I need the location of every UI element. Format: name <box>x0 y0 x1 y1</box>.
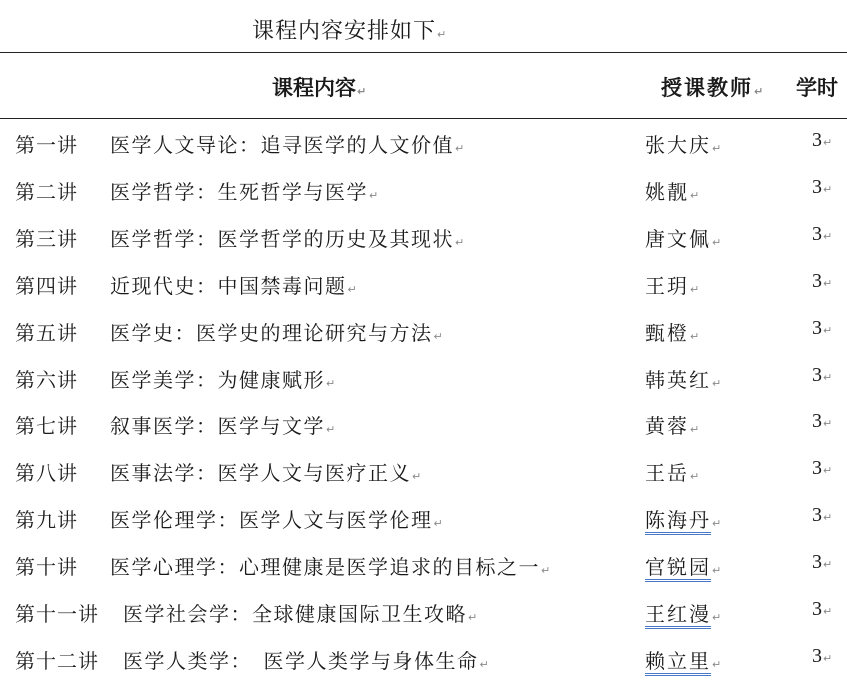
lecture-topic-label: 医学社会学：全球健康国际卫生攻略 <box>123 602 467 626</box>
lecture-teacher <box>645 317 701 346</box>
lecture-topic <box>110 176 380 205</box>
table-row <box>0 270 847 306</box>
lecture-topic <box>110 551 552 580</box>
lecture-number: 第九讲 <box>15 508 78 533</box>
paragraph-mark-icon: ↵ <box>754 85 766 98</box>
lecture-hours-label: 3 <box>812 363 822 386</box>
lecture-number: 第十二讲 <box>15 648 99 673</box>
lecture-hours-label: 3 <box>812 644 822 667</box>
lecture-topic <box>110 270 358 299</box>
paragraph-mark-icon: ↵ <box>712 611 724 624</box>
lecture-topic-label: 医事法学：医学人文与医疗正义 <box>110 461 411 486</box>
lecture-teacher <box>645 410 701 439</box>
lecture-topic <box>110 457 423 486</box>
lecture-teacher-label: 王玥 <box>645 273 689 298</box>
paragraph-mark-icon: ↵ <box>479 657 491 671</box>
lecture-topic <box>110 504 444 533</box>
lecture-topic <box>110 223 466 252</box>
paragraph-mark-icon: ↵ <box>712 142 724 155</box>
header-hours-label: 学时 <box>796 76 838 100</box>
lecture-teacher <box>645 598 723 627</box>
table-row <box>0 645 847 681</box>
lecture-topic <box>110 364 337 393</box>
paragraph-mark-icon: ↵ <box>433 329 445 343</box>
paragraph-mark-icon: ↵ <box>823 370 833 384</box>
lecture-hours-label: 3 <box>812 410 822 433</box>
lecture-teacher <box>645 551 723 580</box>
lecture-hours <box>812 223 832 246</box>
lecture-hours <box>812 598 832 621</box>
paragraph-mark-icon: ↵ <box>455 142 466 155</box>
lecture-teacher <box>645 504 723 533</box>
lecture-hours-label: 3 <box>812 551 822 574</box>
lecture-hours-label: 3 <box>812 222 822 245</box>
lecture-number: 第十讲 <box>15 555 78 580</box>
lecture-teacher <box>645 176 701 205</box>
table-row <box>0 129 847 165</box>
lecture-hours-label: 3 <box>812 175 822 198</box>
header-teacher-label: 授课教师 <box>661 75 753 100</box>
lecture-number: 第五讲 <box>15 320 78 345</box>
lecture-teacher-label: 张大庆 <box>645 133 711 157</box>
paragraph-mark-icon: ↵ <box>712 564 724 578</box>
table-row <box>0 223 847 259</box>
paragraph-mark-icon: ↵ <box>455 235 466 249</box>
paragraph-mark-icon: ↵ <box>690 423 702 437</box>
paragraph-mark-icon: ↵ <box>823 558 833 572</box>
lecture-topic-label: 医学哲学：生死哲学与医学 <box>110 179 368 204</box>
lecture-hours <box>812 645 832 668</box>
lecture-topic-label: 医学心理学：心理健康是医学追求的目标之一 <box>110 555 540 580</box>
lecture-hours <box>812 317 832 340</box>
paragraph-mark-icon: ↵ <box>823 464 833 478</box>
paragraph-mark-icon: ↵ <box>823 136 833 149</box>
paragraph-mark-icon: ↵ <box>823 323 833 337</box>
lecture-hours-label: 3 <box>812 504 822 527</box>
lecture-hours-label: 3 <box>812 129 822 151</box>
lecture-hours-label: 3 <box>812 457 822 480</box>
table-row <box>0 504 847 540</box>
lecture-topic-label: 医学哲学：医学哲学的历史及其现状 <box>110 226 454 251</box>
paragraph-mark-icon: ↵ <box>326 423 337 437</box>
paragraph-mark-icon: ↵ <box>347 282 359 296</box>
lecture-teacher-label: 韩英红 <box>645 367 711 392</box>
paragraph-mark-icon: ↵ <box>823 229 833 243</box>
intro-text <box>252 14 447 45</box>
table-top-rule <box>0 52 847 53</box>
lecture-topic-label: 医学史：医学史的理论研究与方法 <box>110 320 433 345</box>
paragraph-mark-icon: ↵ <box>823 276 833 290</box>
lecture-teacher-label: 赖立里 <box>645 649 711 676</box>
paragraph-mark-icon: ↵ <box>357 85 367 98</box>
table-row <box>0 551 847 587</box>
lecture-number: 第四讲 <box>15 273 78 298</box>
lecture-number: 第三讲 <box>15 226 78 251</box>
table-row <box>0 598 847 634</box>
lecture-topic-label: 医学美学：为健康赋形 <box>110 367 325 392</box>
paragraph-mark-icon: ↵ <box>712 376 724 390</box>
paragraph-mark-icon: ↵ <box>690 188 702 202</box>
lecture-teacher-label: 唐文佩 <box>645 226 711 251</box>
paragraph-mark-icon: ↵ <box>712 235 724 249</box>
lecture-hours <box>812 270 832 293</box>
paragraph-mark-icon: ↵ <box>823 651 833 665</box>
table-row <box>0 317 847 353</box>
paragraph-mark-icon: ↵ <box>823 182 833 196</box>
paragraph-mark-icon: ↵ <box>690 329 702 343</box>
paragraph-mark-icon: ↵ <box>823 511 833 525</box>
lecture-teacher <box>645 645 723 674</box>
paragraph-mark-icon: ↵ <box>437 28 448 41</box>
paragraph-mark-icon: ↵ <box>433 517 445 531</box>
lecture-hours <box>812 176 832 199</box>
table-row <box>0 176 847 212</box>
lecture-number: 第七讲 <box>15 414 78 439</box>
intro-label: 课程内容安排如下 <box>252 19 437 44</box>
header-teacher <box>661 72 765 102</box>
paragraph-mark-icon: ↵ <box>823 605 833 618</box>
lecture-teacher-label: 陈海丹 <box>645 508 711 535</box>
paragraph-mark-icon: ↵ <box>541 564 552 578</box>
lecture-hours <box>812 504 832 527</box>
paragraph-mark-icon: ↵ <box>823 417 833 431</box>
lecture-hours <box>812 551 832 574</box>
lecture-teacher-label: 姚靓 <box>645 179 689 204</box>
lecture-topic-label: 医学人类学： 医学人类学与身体生命 <box>123 648 479 673</box>
lecture-number: 第八讲 <box>15 461 78 486</box>
paragraph-mark-icon: ↵ <box>468 611 479 624</box>
lecture-number: 第六讲 <box>15 367 78 392</box>
lecture-topic-label: 叙事医学：医学与文学 <box>110 414 325 439</box>
header-hours <box>796 72 838 102</box>
lecture-number: 第一讲 <box>15 133 78 157</box>
header-content <box>272 72 366 102</box>
table-header-rule <box>0 118 847 119</box>
lecture-topic <box>110 317 444 346</box>
lecture-number: 第十一讲 <box>15 602 99 626</box>
paragraph-mark-icon: ↵ <box>369 188 380 202</box>
paragraph-mark-icon: ↵ <box>326 376 337 390</box>
lecture-teacher-label: 甄橙 <box>645 320 689 345</box>
lecture-teacher-label: 王岳 <box>645 461 689 486</box>
paragraph-mark-icon: ↵ <box>712 657 724 671</box>
paragraph-mark-icon: ↵ <box>712 517 724 531</box>
lecture-topic <box>123 598 479 627</box>
table-row <box>0 410 847 446</box>
lecture-hours <box>812 129 832 152</box>
table-row <box>0 364 847 400</box>
lecture-topic <box>123 645 490 674</box>
lecture-hours <box>812 410 832 433</box>
lecture-teacher <box>645 457 701 486</box>
paragraph-mark-icon: ↵ <box>690 282 702 296</box>
lecture-teacher-label: 黄蓉 <box>645 414 689 439</box>
lecture-topic-label: 医学伦理学：医学人文与医学伦理 <box>110 508 433 533</box>
lecture-hours-label: 3 <box>812 269 822 292</box>
lecture-hours <box>812 457 832 480</box>
table-row <box>0 457 847 493</box>
lecture-teacher-label: 王红漫 <box>645 602 711 629</box>
lecture-hours <box>812 364 832 387</box>
lecture-topic-label: 医学人文导论：追寻医学的人文价值 <box>110 133 454 157</box>
paragraph-mark-icon: ↵ <box>690 470 702 484</box>
lecture-teacher-label: 官锐园 <box>645 555 711 582</box>
lecture-topic <box>110 410 337 439</box>
lecture-topic-label: 近现代史：中国禁毒问题 <box>110 273 347 298</box>
lecture-number: 第二讲 <box>15 179 78 204</box>
lecture-teacher <box>645 364 723 393</box>
header-content-label: 课程内容 <box>272 75 356 100</box>
lecture-hours-label: 3 <box>812 316 822 339</box>
lecture-topic <box>110 129 466 158</box>
paragraph-mark-icon: ↵ <box>412 470 423 484</box>
lecture-hours-label: 3 <box>812 598 822 620</box>
lecture-teacher <box>645 270 701 299</box>
lecture-teacher <box>645 223 723 252</box>
lecture-teacher <box>645 129 723 158</box>
